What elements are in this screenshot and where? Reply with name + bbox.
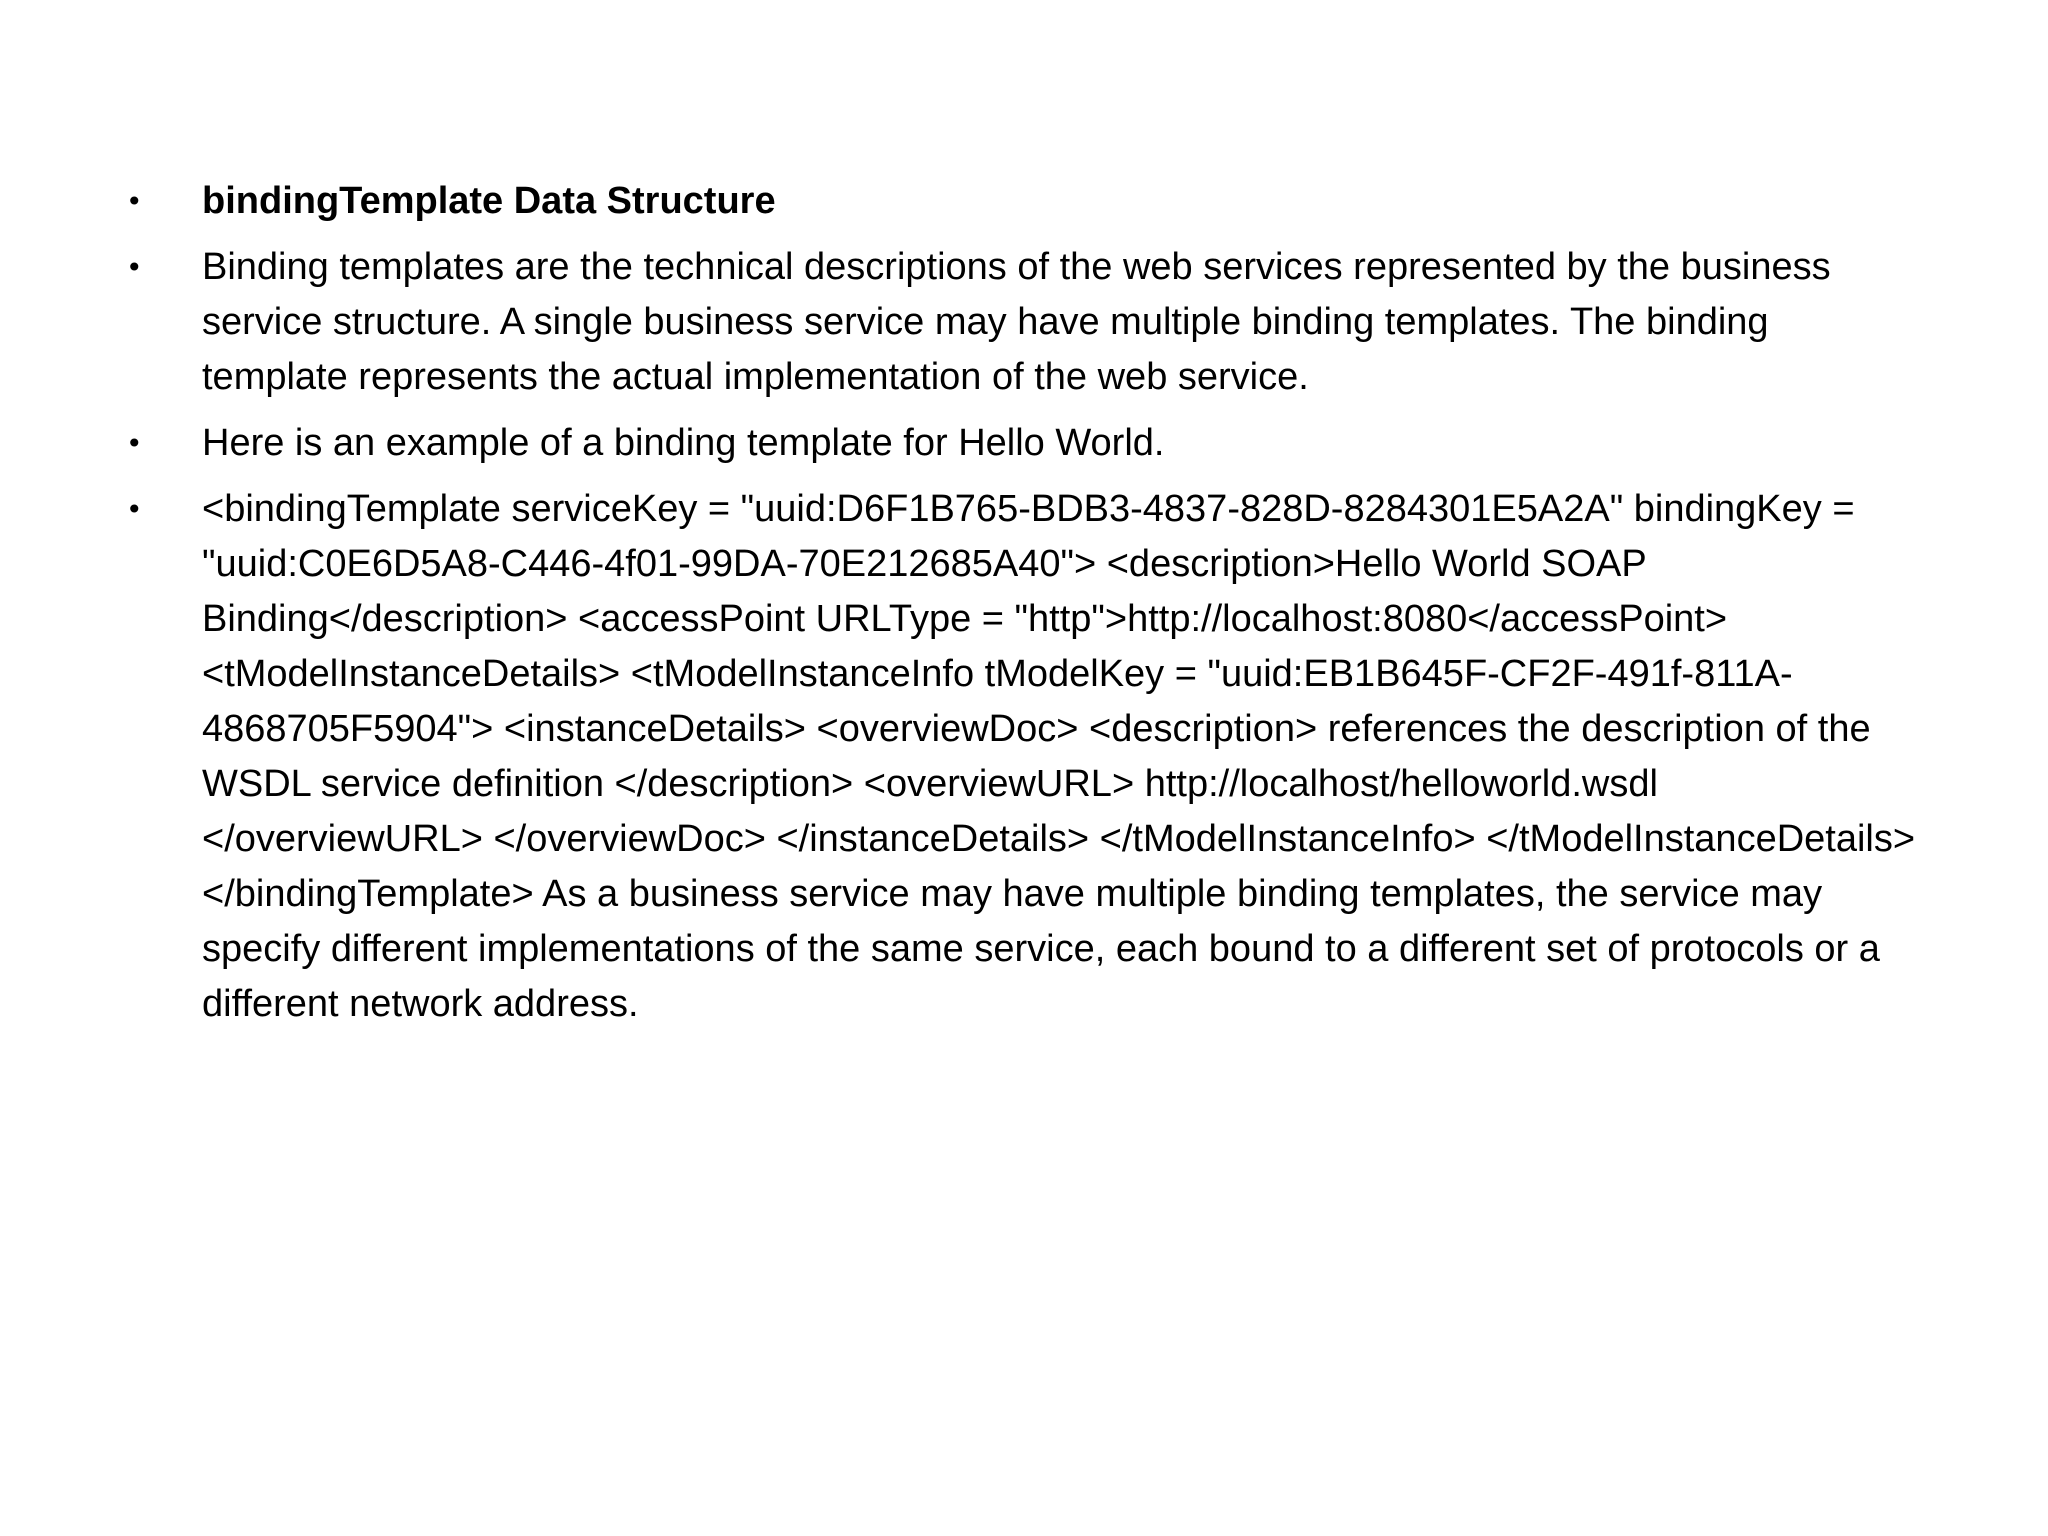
bullet-text-description: Binding templates are the technical descriptions of the web services represented by the business service structure. A single business service may have multiple binding templates. The binding template represents the actual implementation of the web service. xyxy=(202,246,1831,398)
bullet-text-example-intro: Here is an example of a binding template for Hello World. xyxy=(202,422,1165,464)
bullet-point-icon: • xyxy=(126,185,143,218)
bullet-item-title xyxy=(120,174,1920,229)
bullet-list xyxy=(120,174,1920,1043)
bullet-item-example-intro xyxy=(120,416,1920,471)
bullet-text-title: bindingTemplate Data Structure xyxy=(202,180,776,222)
bullet-point-icon: • xyxy=(126,251,143,284)
bullet-text-code-example: <bindingTemplate serviceKey = "uuid:D6F1B765-BDB3-4837-828D-8284301E5A2A" bindingKey = "uuid:C0E6D5A8-C446-4f01-99DA-70E212685A40"> <description>Hello World SOAP Binding</description> <accessPoint URLType = "http">http://localhost:8080</accessPoint> <tModelInstanceDetails> <tModelInstanceInfo tModelKey = "uuid:EB1B645F-CF2F-491f-811A-4868705F5904"> <instanceDetails> <overviewDoc> <description> references the description of the WSDL service definition </description> <overviewURL> http://localhost/helloworld.wsdl </overviewURL> </overviewDoc> </instanceDetails> </tModelInstanceInfo> </tModelInstanceDetails> </bindingTemplate> As a business service may have multiple binding templates, the service may specify different implementations of the same service, each bound to a different set of protocols or a different network address. xyxy=(202,488,1916,1025)
bullet-item-code-example xyxy=(120,482,1920,1032)
bullet-point-icon: • xyxy=(126,493,143,526)
bullet-item-description xyxy=(120,240,1920,405)
bullet-point-icon: • xyxy=(126,427,143,460)
